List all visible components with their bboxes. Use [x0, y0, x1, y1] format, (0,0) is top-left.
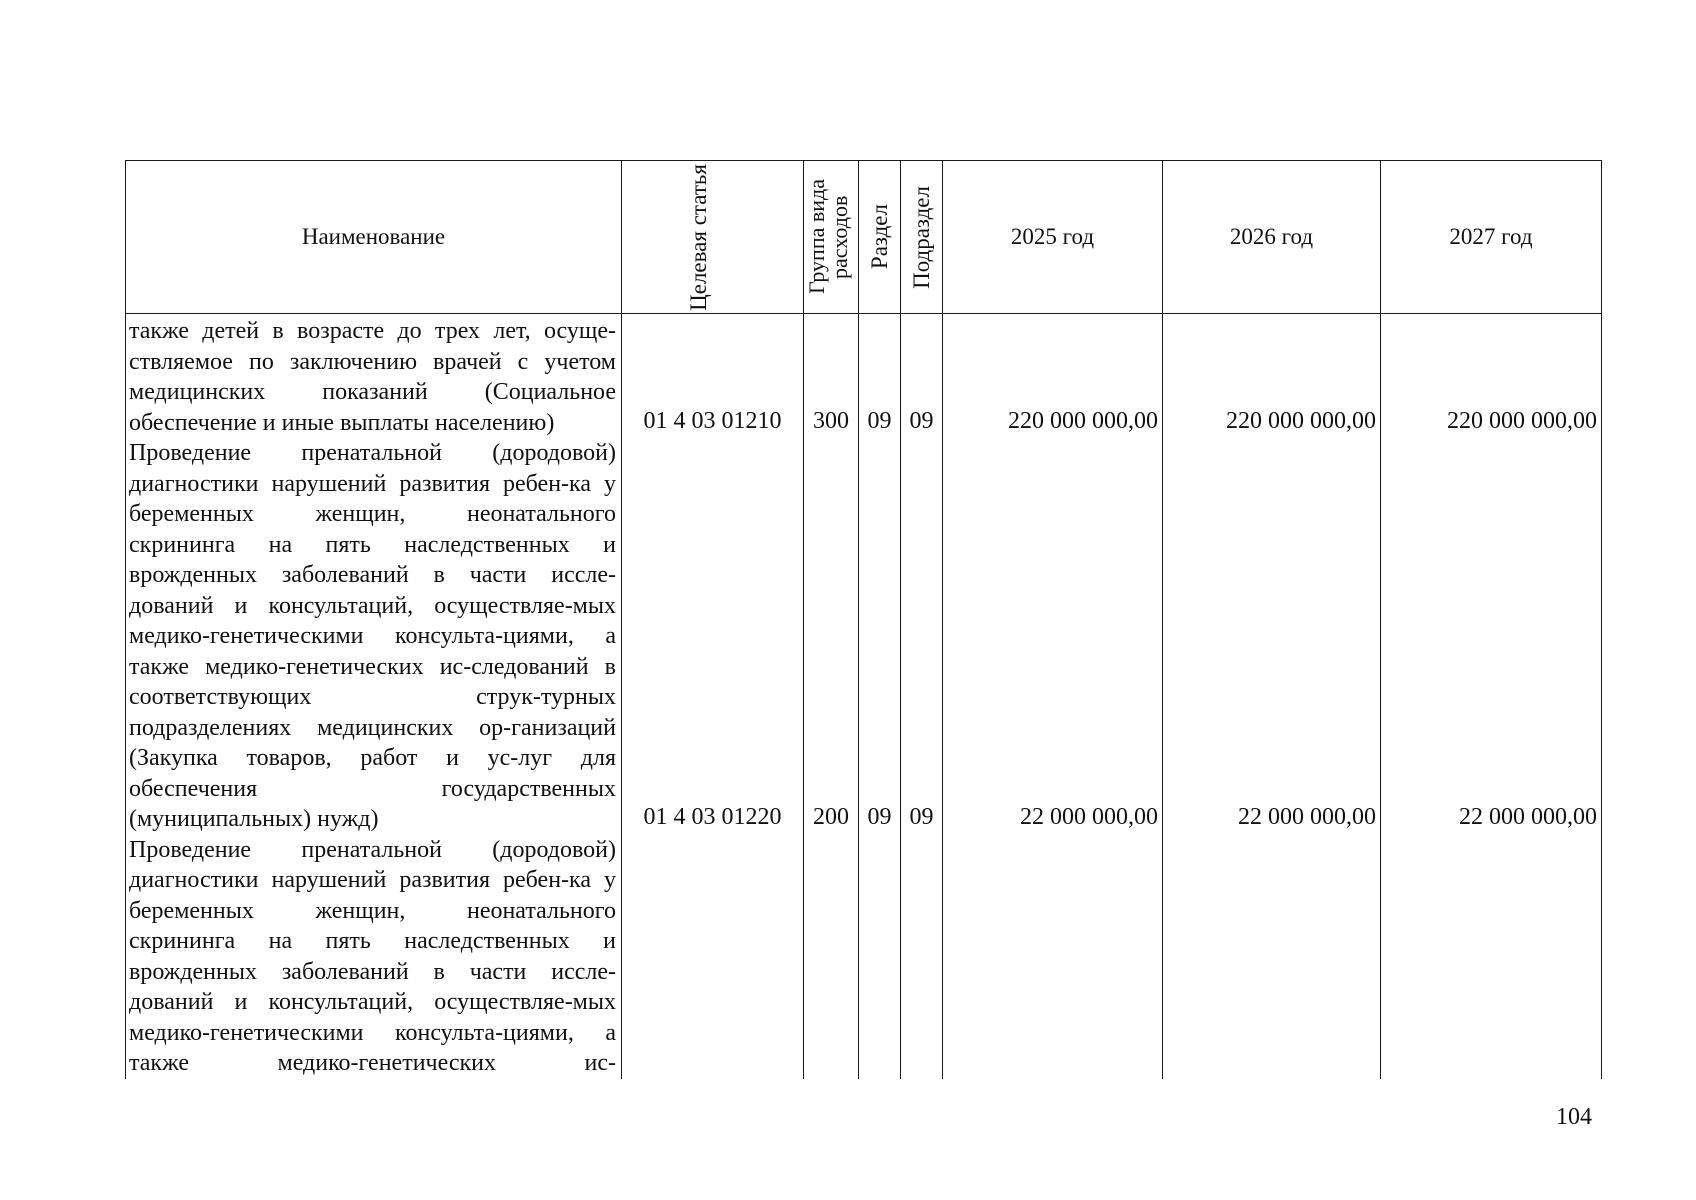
row-1-subsection: 09 [909, 408, 934, 434]
header-section: Раздел [859, 161, 901, 314]
name-para-3: Проведение пренатальной (дородовой) диагностики нарушений развития ребен-ка у беременных женщин, неонатального скрининга на пять наследственных и врожденных заболеваний в части иссле-дований и консультаций, осуществляе-мых медико-генетическими консульта-циями, а также медико-генетических ис- [129, 836, 616, 1076]
name-para-1-start: также детей в возрасте до трех лет, осуще-ствляемое по заключению врачей с учетом медицинских показаний (Социальное [129, 318, 616, 405]
row-1-2026-amount: 220 000 000,00 [1226, 408, 1376, 434]
row-2-2025-amount: 22 000 000,00 [1020, 804, 1158, 830]
year-2026-cell [1163, 314, 1381, 1079]
row-2-expense-group: 200 [813, 804, 849, 830]
header-2027: 2027 год [1381, 161, 1602, 314]
header-expense-group: Группа вида расходов [804, 161, 859, 314]
header-2026: 2026 год [1163, 161, 1381, 314]
row-1-expense-group: 300 [813, 408, 849, 434]
row-2-2026-amount: 22 000 000,00 [1238, 804, 1376, 830]
header-2025: 2025 год [943, 161, 1163, 314]
header-subsection: Подраздел [901, 161, 943, 314]
row-1-section: 09 [867, 408, 892, 434]
row-1-target-article: 01 4 03 01210 [643, 408, 782, 434]
expense-group-cell [804, 314, 859, 1079]
name-para-1-end: обеспечение и иные выплаты населению) [129, 409, 555, 436]
row-2-section: 09 [867, 804, 892, 830]
table-header-row [126, 161, 1602, 314]
header-name: Наименование [126, 161, 622, 314]
row-2-target-article: 01 4 03 01220 [643, 804, 782, 830]
section-cell [859, 314, 901, 1079]
page-number: 104 [1556, 1104, 1592, 1130]
row-2-2027-amount: 22 000 000,00 [1459, 804, 1597, 830]
name-cell [126, 314, 622, 1079]
name-para-2-end: (муниципальных) нужд) [129, 806, 379, 832]
target-article-cell [622, 314, 804, 1079]
table-body-row [126, 314, 1602, 1079]
budget-table [125, 160, 1602, 1079]
header-target-article: Целевая статья [622, 161, 804, 314]
year-2025-cell [943, 314, 1163, 1079]
row-1-2027-amount: 220 000 000,00 [1447, 408, 1597, 434]
name-para-2-start: Проведение пренатальной (дородовой) диагностики нарушений развития ребен-ка у беременных женщин, неонатального скрининга на пять наследственных и врожденных заболеваний в части иссле-дований и консультаций, осуществляе-мых медико-генетическими консульта-циями, а также медико-генетических ис-следований в соответствующих струк-турных подразделениях медицинских ор-ганизаций (Закупка товаров, работ и ус-луг для обеспечения государственных [129, 440, 616, 802]
year-2027-cell [1381, 314, 1602, 1079]
row-1-2025-amount: 220 000 000,00 [1008, 408, 1158, 434]
row-2-subsection: 09 [909, 804, 934, 830]
subsection-cell [901, 314, 943, 1079]
